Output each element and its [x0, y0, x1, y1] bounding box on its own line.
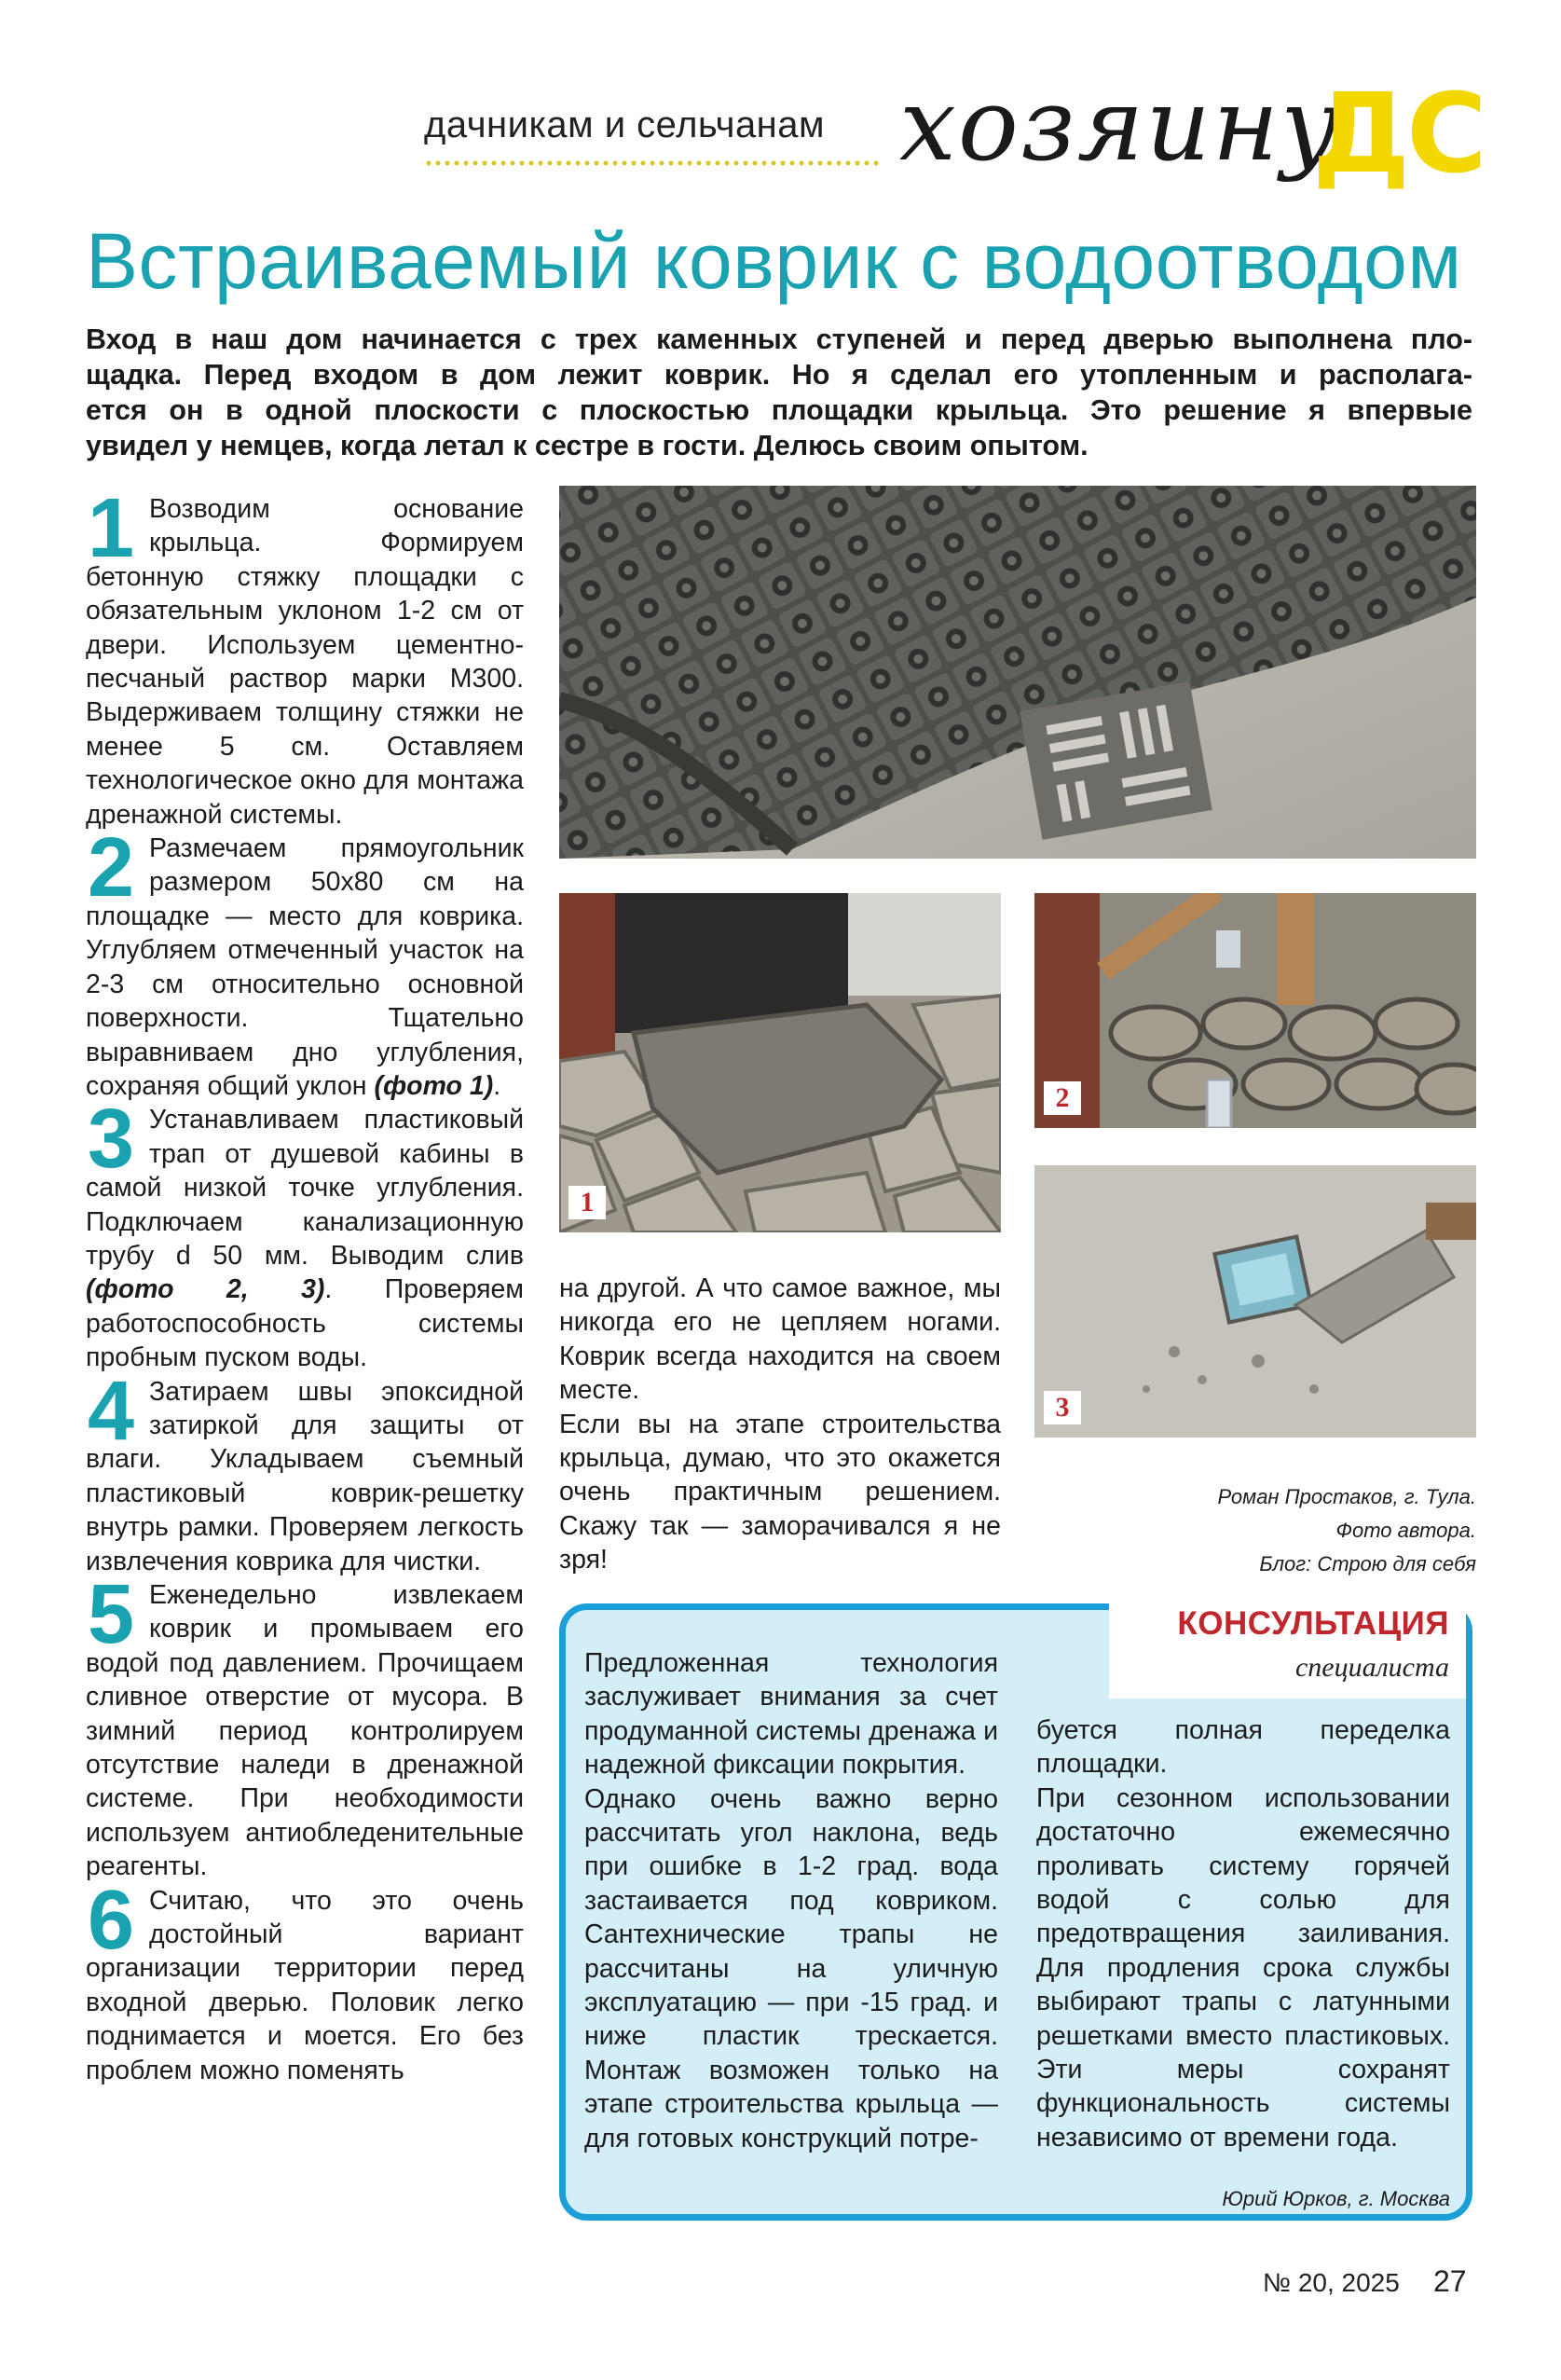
photo-grouting-trap — [1034, 1165, 1476, 1438]
photo-reference: (фото 2, 3) — [86, 1274, 325, 1305]
step-1 — [86, 482, 524, 832]
article-headline: Встраиваемый коврик с водоотводом — [86, 217, 1462, 305]
consultation-author: Юрий Юрков, г. Москва — [1222, 2187, 1450, 2210]
step-2 — [86, 821, 524, 1103]
lead-line: Вход в наш дом начинается с трех каменных ступеней и перед дверью выполнена пло- — [86, 323, 1472, 355]
credit-blog: Блог: Строю для себя — [1259, 1552, 1476, 1575]
consultation-left-column — [584, 1646, 998, 2155]
pipe-illustration — [1034, 893, 1476, 1128]
section-title: хозяину — [899, 67, 1341, 184]
photo-label-2: 2 — [1044, 1081, 1081, 1115]
page-number: 27 — [1433, 2264, 1467, 2298]
step-text: Возводим основание крыльца. Формируем бетонную стяжку площадки с обязательным уклоном 1-2 см от двери. Используем цементно-песчаный раствор марки М300. Выдерживаем толщину стяжки не менее 5 см. Оставляем технологическое окно для монтажа дренажной системы. — [86, 494, 524, 830]
credit-photo: Фото автора. — [1335, 1519, 1476, 1542]
step-number: 4 — [87, 1364, 135, 1458]
recess-illustration — [559, 893, 1001, 1232]
credit-author: Роман Простаков, г. Тула. — [1217, 1485, 1476, 1508]
step-text: Затираем швы эпоксидной затиркой для защиты от влаги. Укладываем съемный пластиковый коврик-решетку внутрь рамки. Проверяем легкость извлечения коврика для чистки. — [86, 1376, 524, 1576]
lead-line: увидел у немцев, когда летал к сестре в гости. Делюсь своим опытом. — [86, 430, 1089, 461]
lead-line: щадка. Перед входом в дом лежит коврик. Но я сделал его утопленным и располага- — [86, 359, 1472, 391]
steps-column — [86, 482, 524, 2087]
mat-illustration — [559, 486, 1476, 859]
rubric-title: дачникам и сельчанам — [424, 104, 826, 145]
rubric-dotted-underline — [424, 158, 881, 168]
consultation-subtitle: специалиста — [1294, 1652, 1449, 1683]
photo-recess-in-porch — [559, 893, 1001, 1232]
step-text-tail: . — [493, 1070, 501, 1101]
consultation-right-column — [1036, 1713, 1450, 2154]
step-text: Устанавливаем пластиковый трап от душевой кабины в самой низкой точке углубления. Подключаем канализационную трубу d 50 мм. Выводим слив — [86, 1105, 524, 1271]
step-text-tail: . Проверяем работоспособность системы пробным пуском воды. — [86, 1274, 524, 1373]
paragraph: Однако очень важно верно рассчитать угол наклона, ведь при ошибке в 1-2 град. вода застаивается под ковриком. Сантехнические трапы не рассчитаны на уличную эксплуатацию — при -15 град. и ниже пластик трескается. Монтаж возможен только на этапе строительства крыльца — для готовых конструкций потре- — [584, 1783, 998, 2153]
step-text: Считаю, что это очень достойный вариант организации территории перед входной дверью. Половик легко поднимается и моется. Его без проблем можно поменять — [86, 1885, 524, 2085]
newspaper-logo: ДС — [1312, 69, 1484, 198]
paragraph: При сезонном использовании достаточно ежемесячно проливать систему горячей водой с солью для предотвращения заиливания. Для продления срока службы выбирают трапы с латунными решетками вместо пластиковых. Эти меры сохранят функциональность системы независимо от времени года. — [1036, 1782, 1450, 2153]
step-text: Еженедельно извлекаем коврик и промываем его водой под давлением. Прочищаем сливное отверстие от мусора. В зимний период контролируем отсутствие наледи в дренажной системе. При необходимости используем антиобледенительные реагенты. — [86, 1580, 524, 1882]
paragraph: на другой. А что самое важное, мы никогда его не цепляем ногами. Коврик всегда находится на своем месте. — [559, 1273, 1001, 1406]
step-6 — [86, 1873, 524, 2087]
photo-reference: (фото 1) — [374, 1070, 494, 1101]
article-lead — [86, 322, 1472, 463]
step-number: 2 — [87, 821, 135, 915]
step-number: 3 — [87, 1093, 135, 1187]
issue-number: № 20, 2025 — [1263, 2268, 1400, 2297]
step-text: Размечаем прямоугольник размером 50х80 см на площадке — место для коврика. Углубляем отмеченный участок на 2-3 см относительно основной поверхности. Тщательно выравниваем дно углубления, сохраняя общий уклон — [86, 833, 524, 1101]
photo-rubber-mat-over-drain — [559, 486, 1476, 859]
photo-credits — [1034, 1480, 1476, 1581]
grouting-illustration — [1034, 1165, 1476, 1438]
step-number: 5 — [87, 1568, 135, 1661]
step-3 — [86, 1093, 524, 1374]
lead-line: ется он в одной плоскости с плоскостью площадки крыльца. Это решение я впервые — [86, 394, 1472, 426]
paragraph: буется полная переделка площадки. — [1036, 1715, 1450, 1780]
photo-label-3: 3 — [1044, 1391, 1081, 1424]
step-number: 1 — [87, 482, 135, 575]
paragraph: Если вы на этапе строительства крыльца, думаю, что это окажется очень практичным решением. Скажу так — заморачивался я не зря! — [559, 1409, 1001, 1575]
photo-drain-pipe — [1034, 893, 1476, 1128]
step-number: 6 — [87, 1873, 135, 1967]
consultation-title: КОНСУЛЬТАЦИЯ — [1177, 1605, 1449, 1642]
paragraph: Предложенная технология заслуживает внимания за счет продуманной системы дренажа и надежной фиксации покрытия. — [584, 1648, 998, 1781]
article-continuation — [559, 1272, 1001, 1577]
photo-label-1: 1 — [568, 1186, 606, 1219]
step-5 — [86, 1568, 524, 1884]
step-4 — [86, 1364, 524, 1578]
